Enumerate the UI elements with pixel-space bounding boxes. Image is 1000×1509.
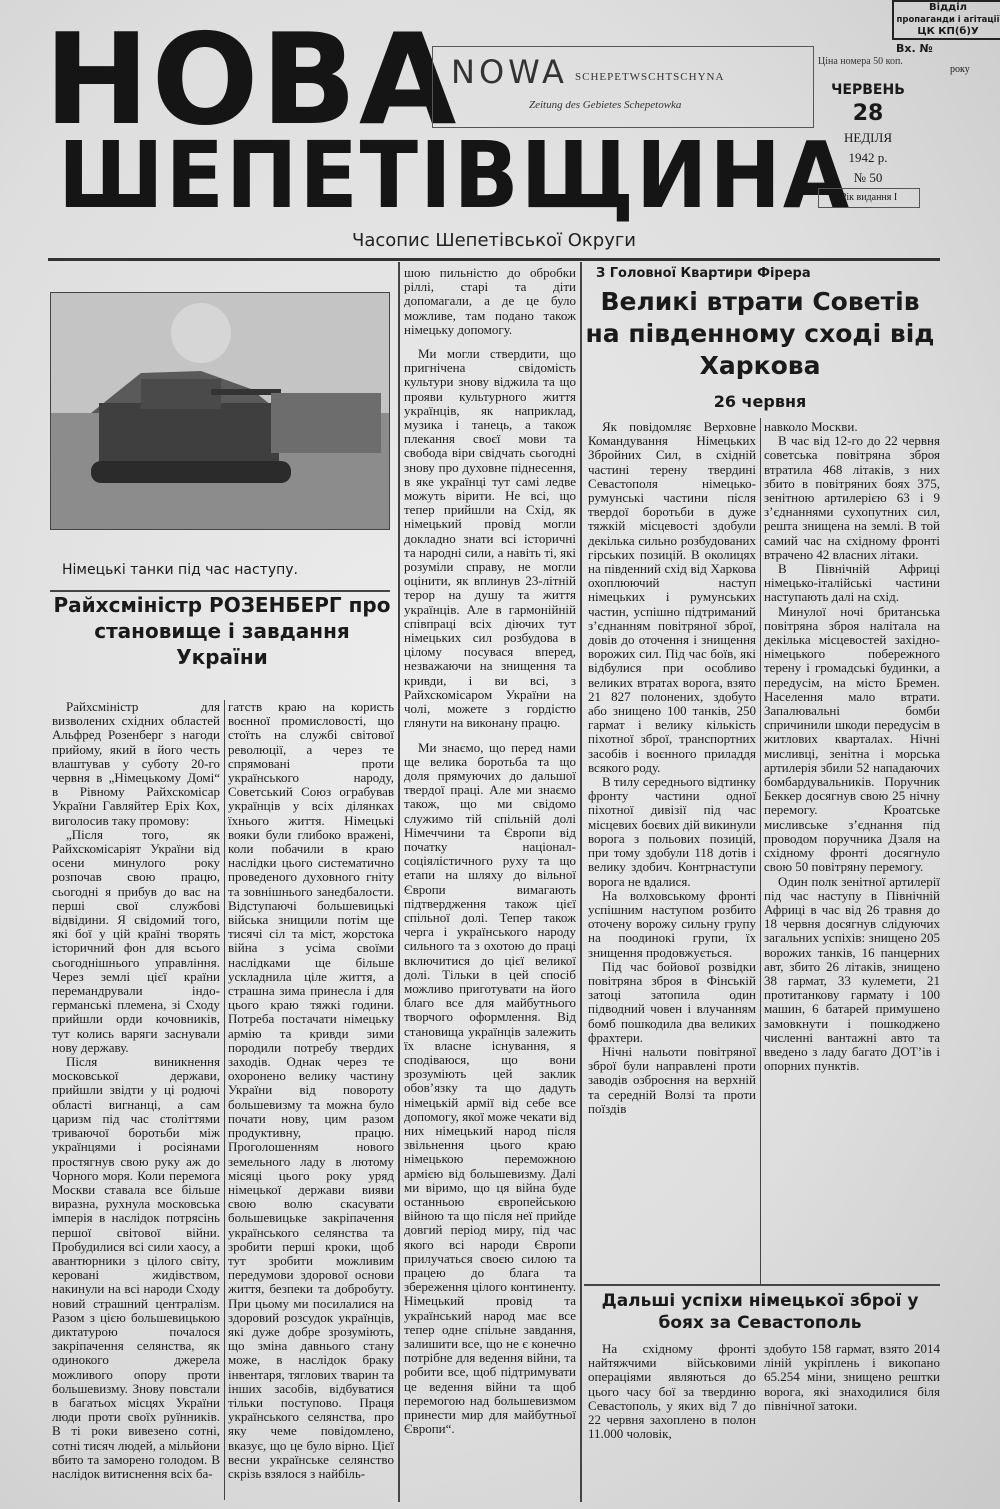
right-article-headline: Великі втрати Советів на південному сході від Харкова	[585, 287, 935, 380]
section-divider	[584, 1284, 940, 1286]
year-of-publication: Рік видання І	[818, 188, 920, 208]
paragraph: Минулої ночі британська повітряна зброя налітала на декілька місцевостей західно-німецького побережного терену і громадські будинки, а передусім, на місто Бремен. Населення мало втрати. Запалювальні бомби спричинили шкоди передусім в житлових кварталах. Нічні мисливці, зенітна і морська артилерія збили 52 нападаючих бомбардувальників. Поручник Беккер досягнув свою 25 нічну перемогу. Кроатське мисливське з’єднання під проводом поручника Дзаля на східному фронті досягнуло свою 50 повітряну перемогу.	[764, 603, 940, 875]
issue-day: 28	[852, 101, 884, 126]
right-article-col2	[764, 420, 940, 1280]
archive-stamp-line2: пропаганди і агітації	[896, 15, 1000, 25]
issue-weekday: НЕДІЛЯ	[843, 130, 892, 145]
column-rule	[224, 700, 225, 1500]
issue-year: 1942 р.	[848, 150, 888, 165]
paragraph: Один полк зенітної артилерії під час наступу в Північній Африці в час від 26 травня до 18 червня досягнув слідуючих загальних успіхів: знищено 205 ворожих танків, 16 панцерних авт, збито 26 літаків, знищено 38 гармат, 33 кулемети, 21 протитанкову гармату і 100 машин, 6 батарей примушено замовкнути і пошкоджено численні вантажні авто та введено з ладу багато ДОТ’ів і опорних пунктів.	[764, 873, 940, 1074]
archive-stamp-line3: ЦК КП(б)У	[917, 26, 979, 37]
german-subtitle: SCHEPETWSCHTSCHYNA	[575, 71, 725, 83]
sub-article-headline: Дальші успіхи німецької зброї у боях за Севастополь	[601, 1291, 919, 1333]
left-article-headline: Райхсміністр РОЗЕНБЕРГ про становище і завдання України	[53, 593, 391, 669]
newspaper-subtitle: Часопис Шепетівської Округи	[352, 230, 637, 251]
paragraph: навколо Москви.	[764, 420, 858, 434]
german-zeitung: Zeitung des Gebietes Schepetowka	[529, 99, 682, 111]
paragraph: шою пильністю до обробки ріллі, старі та діти допомагали, а де це було можливе, там подано також німецьку допомогу.	[404, 266, 576, 337]
masthead-title-line1: НОВА	[44, 7, 459, 154]
masthead-title-line2: ШЕПЕТІВЩИНА	[58, 122, 851, 229]
left-article-col3	[404, 266, 576, 1490]
column-rule	[398, 262, 400, 1502]
paragraph: Як повідомляє Верховне Командування Німецьких Збройних Сил, в східній частині терену твердині Севастополя німецько-румунські частини після твердої боротьби в дуже тяжкій місцевості здобули декілька сильно розбудованих гірських позицій. В околицях на південний схід від Харкова охоплюючий наступ німецьких і румунських частин, успішно підтриманий з’єднанням повітряної зброї, довів до оточення і знищення ворожих сил. Під час боїв, які відбулися при особливо великих втратах ворога, взято 21 827 полонених, здобуто або знищено 100 танків, 250 гармат і велику кількість піхотної зброї, транспортних засобів і воєнного приладдя всякого роду.	[588, 420, 756, 775]
paragraph: Ми могли ствердити, що пригнічена свідомість культури знову віджила та що прояви культурного життя українців, як наприклад, музика і танець, а також плекання своєї мови та свобода віри свідчать сьогодні знову про духовне піднесення, в яке українці тут самі ледве можуть вірити. Не всі, що тепер прийшли на Схід, як німецький провід могли докладно знати всі історичні та народні сили, а навіть ті, які розуміли справу, не могли оцінити, як вплинув 23-літній терор на душу та життя українців. Але в гармонійній співпраці всіх діючих тут німецьких сил розбудова в цілому посувася вперед, незважаючи на знищення та кривди, і ви всі, з Райхскомісаром України на чолі, можете з гордістю глянути на виконану працю.	[404, 346, 576, 731]
photo-caption: Німецькі танки під час наступу.	[62, 562, 298, 578]
tank-photo-image	[51, 293, 389, 529]
column-rule	[760, 418, 761, 1284]
paragraph: На східному фронті найтяжчими військовими операціями являються до цього часу бої за твердиню Севастополь, у яких від 7 до 22 червня захоплено в полон 11.000 чоловік,	[588, 1342, 756, 1442]
german-title: NOWA	[451, 53, 568, 91]
paragraph: В Північній Африці німецько-італійські частини наступають далі на схід.	[764, 561, 940, 605]
sub-article-col2	[764, 1342, 940, 1492]
archive-stamp-line1: Відділ	[929, 2, 967, 13]
paragraph: В тилу середнього відтинку фронту частини одної піхотної дивізії під час місцевих боєвих дій викинули ворога з польових позицій, при тому здобули 118 дотів і велику здобич. Контрнаступи ворога не вдалися.	[588, 774, 756, 889]
paragraph: На волховському фронті успішним наступом розбито оточену ворожу сильну групу на поодинокі групи, їх знищення продовжується.	[588, 887, 756, 960]
paragraph: Ми знаємо, що перед нами ще велика боротьба та що доля прямуючих до дальшої твердої праці. Але ми знаємо також, що ми свідомо служимо тій спільній долі Німеччини та Європи від початку націонал-соціялістичного руху та що етапи на шляху до вільної Європи вимагають підтвердження також цієї спільної долі. Тепер також черга і українського народу сильного та з охотою до праці включитися до цієї великої долі. Тільки в цей спосіб можливо приготувати на його благо все для майбутнього творчого оформлення. Від становища українців залежить їх власне існування, я сподіваюся, що вони зрозуміють цей заклик обов’язку та що дадуть німецькій армії від себе все допомогу, якої може чекати від них німецький народ після звільнення цього краю німецькою переможною армією від большевизму. Далі ми віримо, що ця війна буде останньою європейською війною та що після неї прийде довгий період миру, під час якого всі народи Європи прилучаться своєю силою та працею до блага та збереження цілого континенту. Німецький провід та український народ має все тепер одне спільне завдання, залишити все, що не є конечно потрібне для ведення війни, та робити все, щоб підтримувати це ведення війни та щоб перемогою над большевизмом принести мир для майбутньої Європи“.	[404, 739, 576, 1437]
price: Ціна номера 50 коп.	[818, 56, 903, 67]
paragraph: гатств краю на користь воєнної промисловості, що стоїть на службі світової революції, а через те спрямовані проти українського народу, Советський Союз ограбував українців у всіх ділянках їхнього життя. Німецькі вояки були глибоко вражені, коли побачили в краю наслідки цього систематично проведеного духовного гніту та зовнішнього занедбалости. Відступаючі большевицькі війська знищили потім ще тисячі сіл та міст, жорстока війна з усіма своїми наслідками ще більше ускладнила ціле життя, а страшна зима принесла і для цього краю тяжкі години. Потреба постачати німецьку армію та кривди зими породили потребу твердих заходів. Однак через те охоронено велику частину України від поворотy большевизму та можна було почати нову, цим разом продуктивну, працю. Проголошенням нового земельного ладу в лютому місяці цього року уряд німецької держави вияви свою волю скасувати большевицьке закріпачення українського селянства та зробити перші кроки, щоб тут зробити можливим передумови здорової основи життя, безпеки та добробуту. При цьому ми посилалися на здоровий розсудок українців, які дуже добре зрозуміють, що зміна давнього стану може, в наслідок браку інвентаря, тяглових тварин та інших засобів, відбуватися тільки поступово. Праця українського селянства, про яку чеме повідомлено, вказує, що це було вірно. Цієї весни українське селянство скрізь взялося з найбіль-	[228, 700, 394, 1481]
paragraph: Під час бойової розвідки повітряна зброя в Фінській затоці затопила один підводний човен і влучанням бомб пошкодила два великих фрахтери.	[588, 958, 756, 1045]
left-article-col1	[52, 700, 220, 1490]
issue-month: ЧЕРВЕНЬ	[831, 82, 905, 98]
issue-number: № 50	[853, 170, 883, 185]
left-article-col2	[228, 700, 394, 1490]
right-article-date: 26 червня	[713, 392, 807, 411]
archive-incoming-number: Вх. №	[896, 42, 933, 55]
sub-article-col1	[588, 1342, 756, 1492]
right-article-col1	[588, 420, 756, 1280]
paragraph: „Після того, як Райхскомісаріят України від осени минулого року розпочав свою працю, сьогодні я прибув до вас на перші свої службові відвідини. Я свідомий того, які бої у цій країні творять історичний фон для всього сьогоднішнього управління. Через землі цієї країни перемандрували індо-германські племена, зі Сходу прийшли орди кочовників, тут колись варяги заснували нову державу.	[52, 826, 220, 1055]
masthead-divider	[48, 258, 940, 261]
paragraph: В час від 12-го до 22 червня советська повітряна зброя втратила 468 літаків, з них збито в повітряних боях 375, зенітною артилерією 63 і 9 з’єднаннями сухопутних сил, решта знищена на землі. В той самий час на східному фронті втрачено 42 власних літаки.	[764, 433, 940, 562]
paragraph: здобуто 158 гармат, взято 2014 ліній укріплень і викопано 65.254 міни, знищено рештки ворога, які знаходилися біля північної затоки.	[764, 1342, 940, 1413]
paragraph: Нічні нальоти повітряної зброї були направлені проти заводів озброєння на верхній та середній Волзі та проти поїздів	[588, 1043, 756, 1116]
paragraph: Райхсміністр для визволених східних областей Альфред Розенберг з нагоди прийому, який в його честь влаштував у суботу 20-го червня в „Німецькому Домі“ в Рівному Райхскомісар України Гавляйтер Еріх Кох, виголосив таку промову:	[52, 700, 220, 828]
archive-year: року	[950, 64, 970, 75]
archive-stamp	[892, 0, 1000, 40]
tank-photo	[50, 292, 390, 530]
right-article-kicker: З Головної Квартири Фірера	[596, 266, 811, 281]
paragraph: Після виникнення московської держави, прийшли звідти у ці родючі області вигнанці, а сам царизм під час століттями триваючої боротьби між українцями і росіянами простягнув свою руку аж до Чорного моря. Коли перемога Москви ставала все більше виразна, рухнула московська імперія в наслідок потрясінь першої світової війни. Пробудилися всі сили хаосу, а авантюрники з цілого світу, керовані жидівством, накинули на всі народи Сходу новий страшний централізм. Разом з цією большевицькою диктатурою почалося закріпачення селянства, як одинокого джерела можливого опору проти большевизму. Знову повстали в багатьох місцях України люди проти своїх руїнників. В ті роки вивезено сотні, сотні тисяч людей, а мільйони вбито та заморено голодом. В наслідок витиснення всіх ба-	[52, 1054, 220, 1481]
german-title-box	[432, 46, 814, 128]
